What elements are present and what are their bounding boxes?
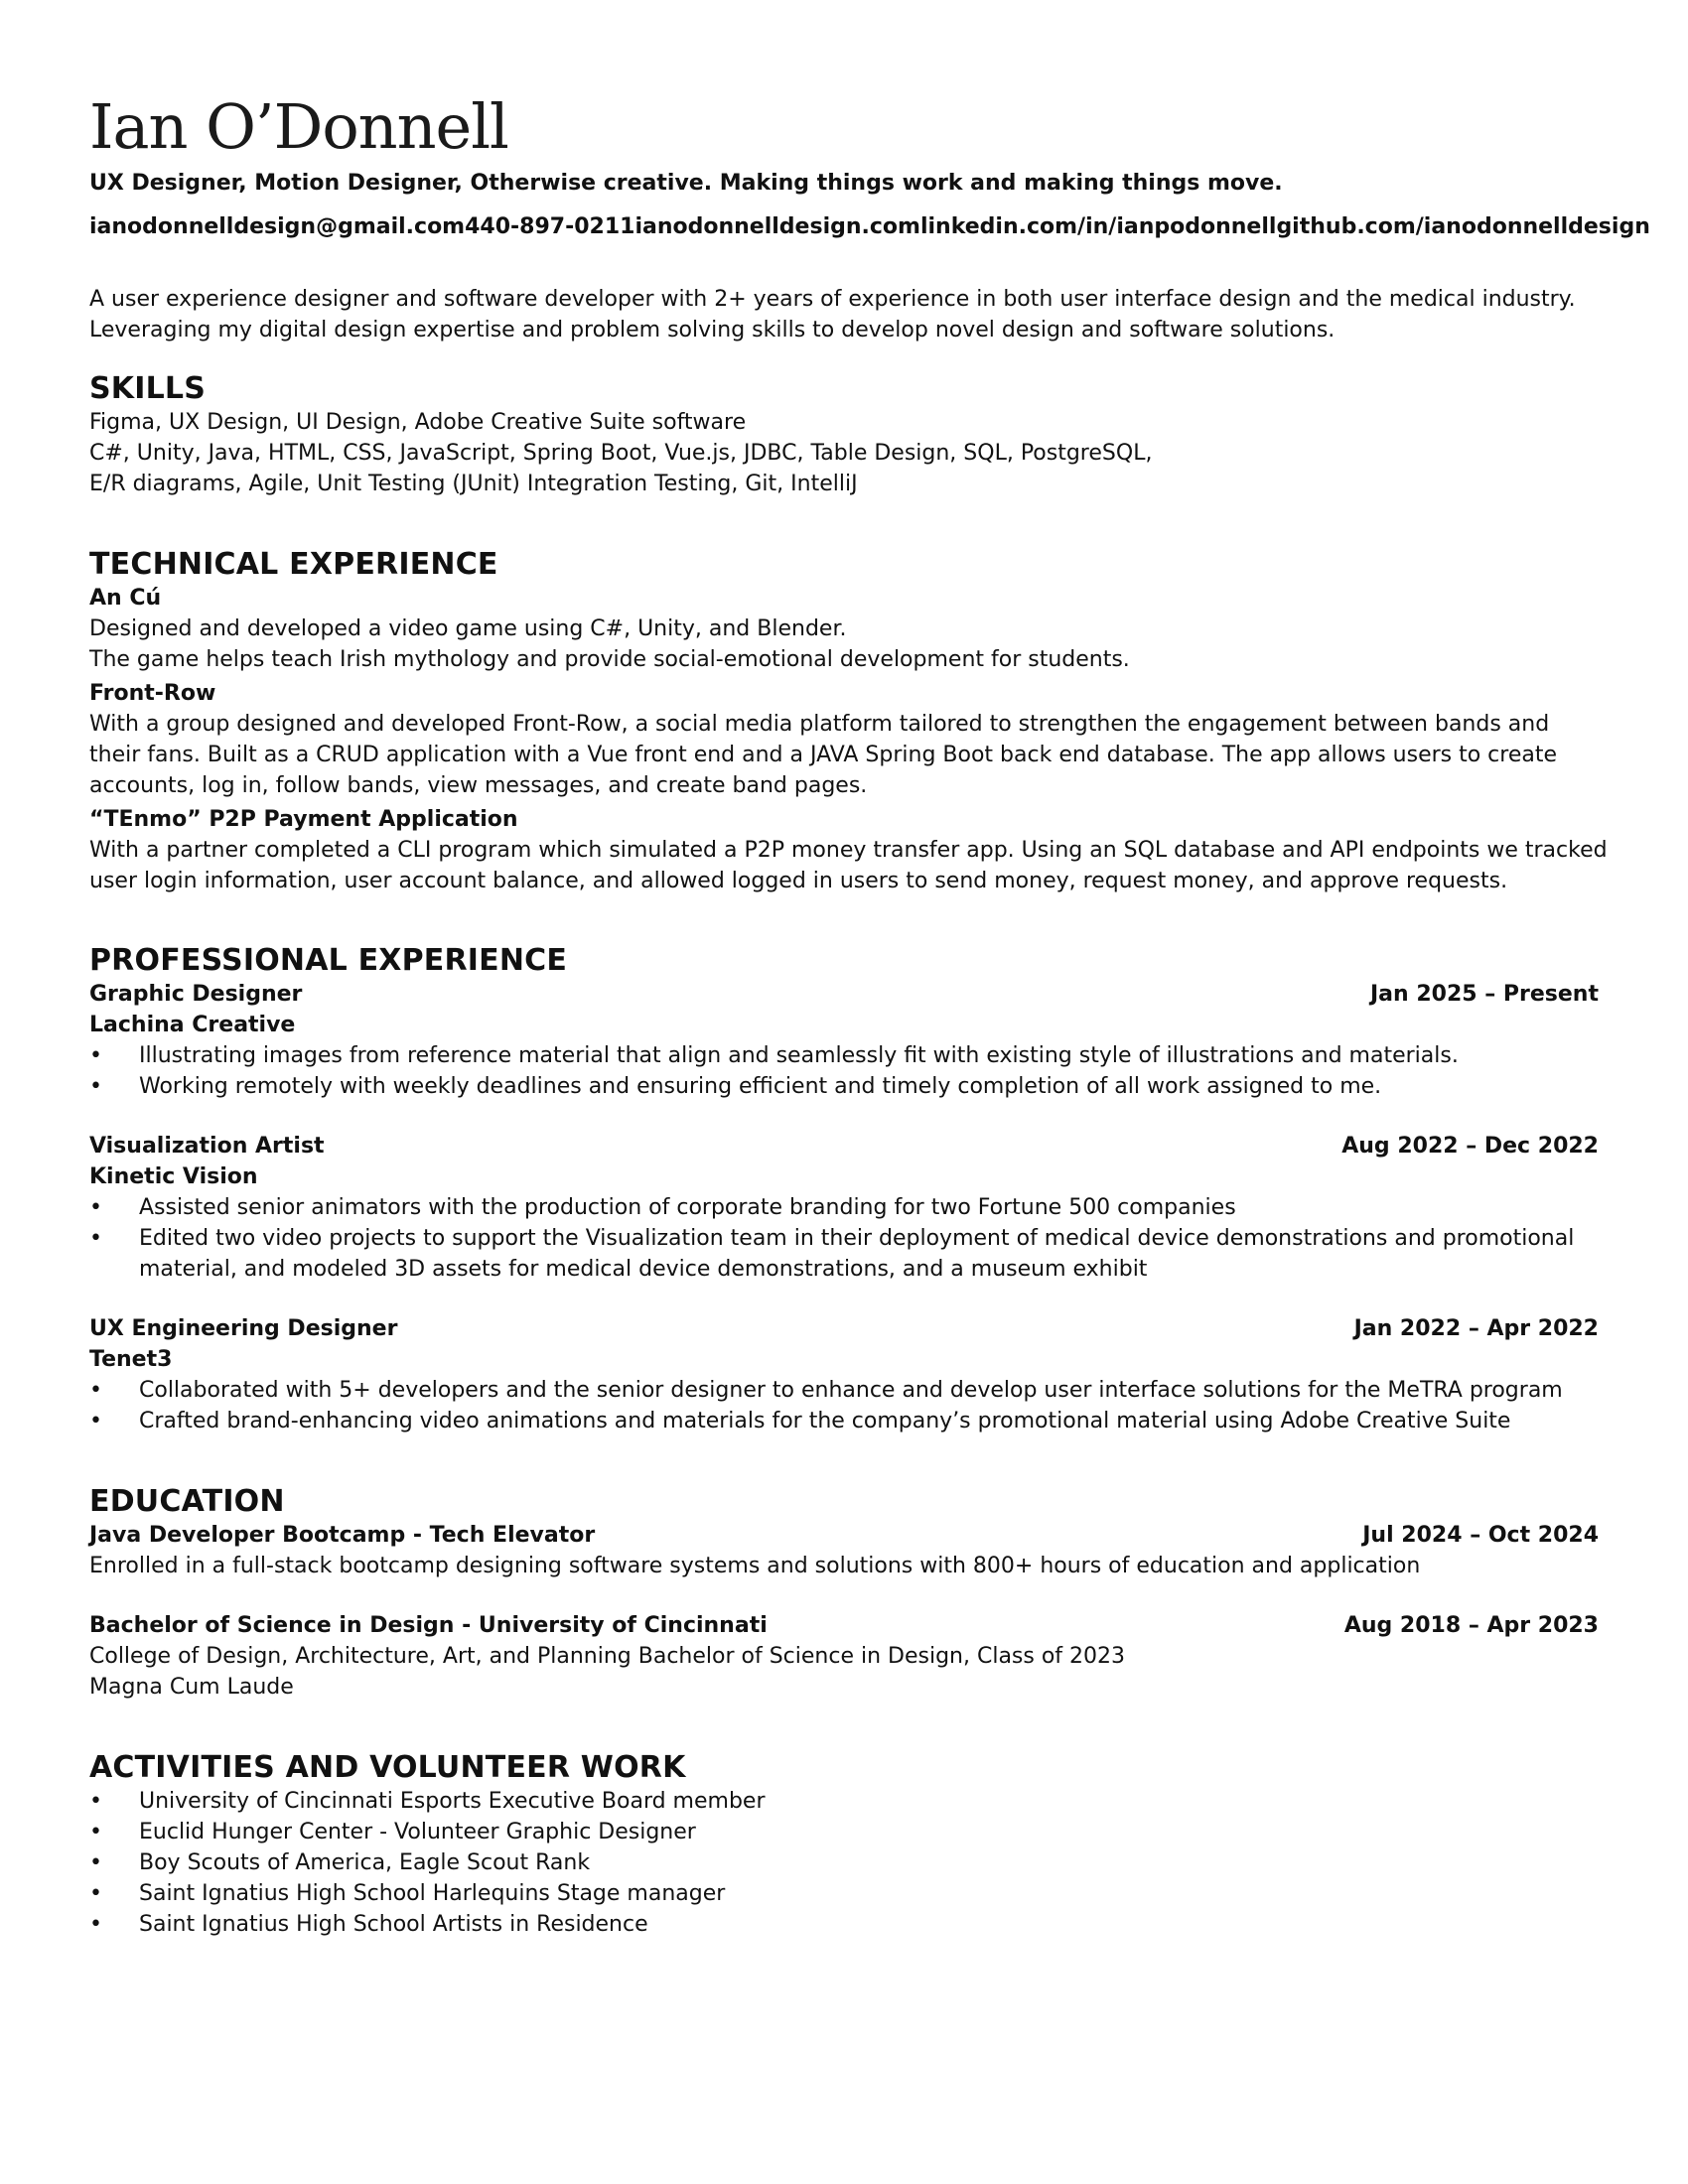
list-item: • Crafted brand-enhancing video animations and materials for the company’s promotional material using Adobe Creative Suite xyxy=(89,1406,1599,1436)
project-description: their fans. Built as a CRUD application with a Vue front end and a JAVA Spring Boot back end database. The app allows users to create xyxy=(89,743,1558,767)
list-item: • Saint Ignatius High School Harlequins Stage manager xyxy=(89,1878,1599,1909)
job-header xyxy=(89,1313,1599,1344)
list-item: • Edited two video projects to support the Visualization team in their deployment of medical device demonstrations and promotional material, and modeled 3D assets for medical device demonstrations, and a museum exhibit xyxy=(89,1223,1599,1285)
activities-list xyxy=(89,1786,1599,1940)
project-description: With a partner completed a CLI program which simulated a P2P money transfer app. Using an SQL database and API endpoints we tracked xyxy=(89,838,1608,863)
list-item: • Working remotely with weekly deadlines and ensuring efficient and timely completion of all work assigned to me. xyxy=(89,1071,1599,1102)
bullet-icon: • xyxy=(89,1074,102,1099)
project-description: user login information, user account balance, and allowed logged in users to send money, request money, and approve requests. xyxy=(89,869,1508,893)
skills-line: C#, Unity, Java, HTML, CSS, JavaScript, Spring Boot, Vue.js, JDBC, Table Design, SQL, PostgreSQL, xyxy=(89,441,1153,466)
bullet-icon: • xyxy=(89,1850,102,1875)
bullet-icon: • xyxy=(89,1881,102,1906)
job-company: Tenet3 xyxy=(89,1347,173,1372)
bullet-icon: • xyxy=(89,1195,102,1220)
job-role: UX Engineering Designer xyxy=(89,1316,398,1341)
contact-row xyxy=(89,212,1650,242)
education-description: Enrolled in a full-stack bootcamp designing software systems and solutions with 800+ hours of education and application xyxy=(89,1554,1421,1578)
education-heading: EDUCATION xyxy=(89,1484,285,1519)
education-name: Bachelor of Science in Design - University of Cincinnati xyxy=(89,1613,768,1638)
job-role: Graphic Designer xyxy=(89,982,303,1007)
skills-list xyxy=(89,407,1599,499)
summary xyxy=(89,284,1599,345)
bullet-icon: • xyxy=(89,1043,102,1068)
project-name: “TEnmo” P2P Payment Application xyxy=(89,807,518,832)
list-item: • Euclid Hunger Center - Volunteer Graphic Designer xyxy=(89,1817,1599,1847)
job-graphic-designer xyxy=(89,979,1599,1102)
project-description: accounts, log in, follow bands, view messages, and create band pages. xyxy=(89,773,868,798)
project-description: The game helps teach Irish mythology and provide social-emotional development for students. xyxy=(89,647,1130,672)
skills-line: Figma, UX Design, UI Design, Adobe Creative Suite software xyxy=(89,410,747,435)
job-header xyxy=(89,1131,1599,1161)
job-bullets xyxy=(89,1040,1599,1102)
tagline: UX Designer, Motion Designer, Otherwise creative. Making things work and making things move. xyxy=(89,171,1283,196)
education-header xyxy=(89,1520,1599,1551)
project-front-row xyxy=(89,678,1599,801)
job-dates: Aug 2022 – Dec 2022 xyxy=(1341,1134,1599,1159)
project-name: Front-Row xyxy=(89,681,216,706)
list-item: • Saint Ignatius High School Artists in Residence xyxy=(89,1909,1599,1940)
bullet-icon: • xyxy=(89,1789,102,1814)
education-entry xyxy=(89,1610,1599,1703)
job-ux-engineering-designer xyxy=(89,1313,1599,1436)
list-item: • University of Cincinnati Esports Executive Board member xyxy=(89,1786,1599,1817)
job-bullets xyxy=(89,1192,1599,1285)
contact-phone[interactable]: 440-897-0211 xyxy=(465,214,635,239)
job-role: Visualization Artist xyxy=(89,1134,325,1159)
project-tenmo xyxy=(89,804,1608,896)
education-name: Java Developer Bootcamp - Tech Elevator xyxy=(89,1523,596,1548)
bullet-icon: • xyxy=(89,1409,102,1433)
resume-page xyxy=(89,87,1650,1940)
contact-github[interactable]: github.com/ianodonnelldesign xyxy=(1276,214,1650,239)
bullet-icon: • xyxy=(89,1226,102,1251)
bullet-icon: • xyxy=(89,1912,102,1937)
activities-heading: ACTIVITIES AND VOLUNTEER WORK xyxy=(89,1750,686,1785)
list-item: • Illustrating images from reference material that align and seamlessly fit with existing style of illustrations and materials. xyxy=(89,1040,1599,1071)
job-header xyxy=(89,979,1599,1010)
job-visualization-artist xyxy=(89,1131,1599,1285)
education-dates: Aug 2018 – Apr 2023 xyxy=(1343,1613,1599,1638)
job-dates: Jan 2025 – Present xyxy=(1370,982,1599,1007)
summary-line: Leveraging my digital design expertise and problem solving skills to develop novel design and software solutions. xyxy=(89,318,1336,342)
list-item: • Collaborated with 5+ developers and the senior designer to enhance and develop user interface solutions for the MeTRA program xyxy=(89,1375,1599,1406)
summary-line: A user experience designer and software developer with 2+ years of experience in both user interface design and the medical industry. xyxy=(89,287,1576,312)
contact-email[interactable]: ianodonnelldesign@gmail.com xyxy=(89,214,466,239)
education-description: Magna Cum Laude xyxy=(89,1675,294,1700)
project-description: Designed and developed a video game using C#, Unity, and Blender. xyxy=(89,616,847,641)
education-header xyxy=(89,1610,1599,1641)
education-description: College of Design, Architecture, Art, and Planning Bachelor of Science in Design, Class of 2023 xyxy=(89,1644,1126,1669)
technical-experience-heading: TECHNICAL EXPERIENCE xyxy=(89,547,498,582)
professional-experience-heading: PROFESSIONAL EXPERIENCE xyxy=(89,943,568,978)
contact-linkedin[interactable]: linkedin.com/in/ianpodonnell xyxy=(919,214,1277,239)
bullet-icon: • xyxy=(89,1820,102,1844)
list-item: • Boy Scouts of America, Eagle Scout Rank xyxy=(89,1847,1599,1878)
skills-heading: SKILLS xyxy=(89,371,207,406)
project-name: An Cú xyxy=(89,586,162,611)
project-description: With a group designed and developed Front-Row, a social media platform tailored to strengthen the engagement between bands and xyxy=(89,712,1550,737)
project-an-cu xyxy=(89,583,1599,675)
list-item: • Assisted senior animators with the production of corporate branding for two Fortune 500 companies xyxy=(89,1192,1599,1223)
job-company: Lachina Creative xyxy=(89,1013,296,1037)
education-entry xyxy=(89,1520,1599,1581)
skills-line: E/R diagrams, Agile, Unit Testing (JUnit) Integration Testing, Git, IntelliJ xyxy=(89,472,858,496)
job-dates: Jan 2022 – Apr 2022 xyxy=(1353,1316,1599,1341)
job-bullets xyxy=(89,1375,1599,1436)
contact-website[interactable]: ianodonnelldesign.com xyxy=(634,214,920,239)
candidate-name: Ian O’Donnell xyxy=(89,90,508,163)
education-dates: Jul 2024 – Oct 2024 xyxy=(1362,1523,1599,1548)
job-company: Kinetic Vision xyxy=(89,1164,258,1189)
bullet-icon: • xyxy=(89,1378,102,1403)
